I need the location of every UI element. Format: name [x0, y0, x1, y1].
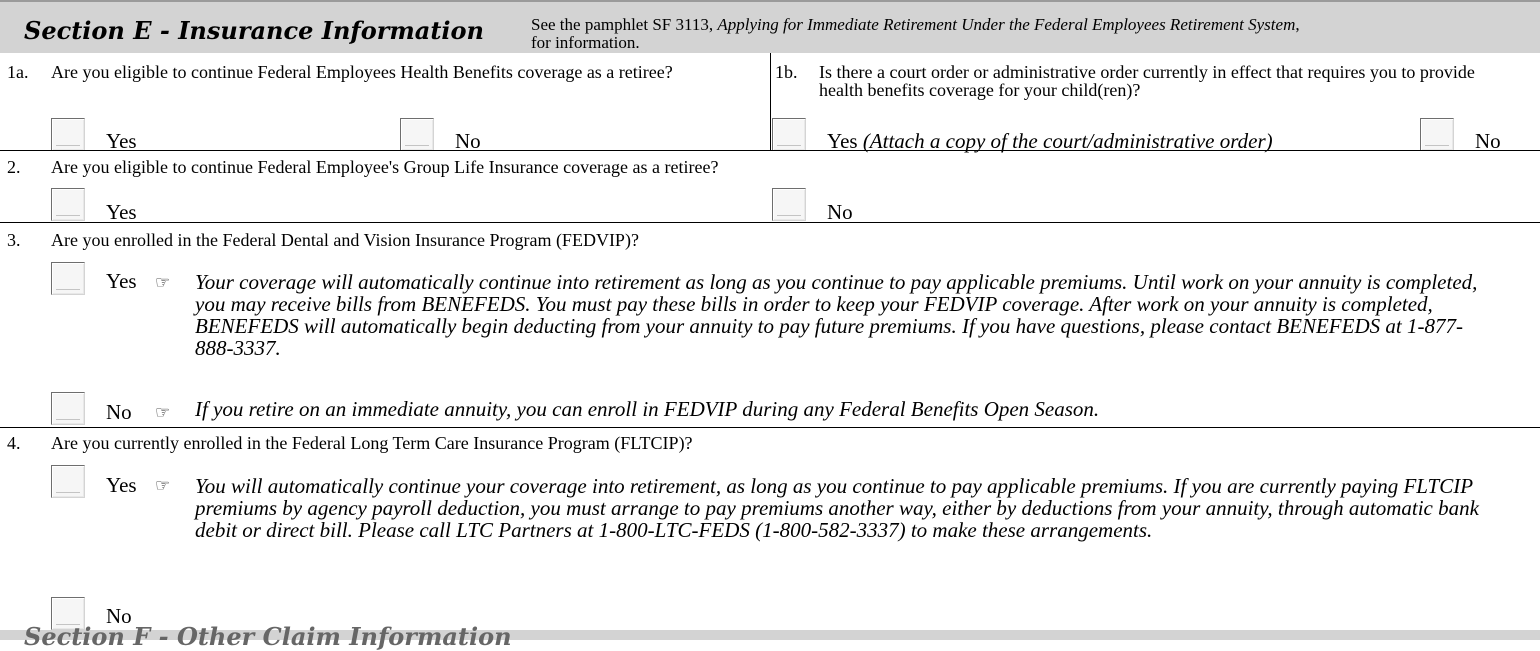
q3-yes-label: Yes [106, 269, 137, 293]
q4-no-label: No [106, 604, 132, 628]
q1b-yes-note: (Attach a copy of the court/administrative order) [862, 129, 1273, 153]
q1a-yes-checkbox[interactable] [51, 118, 85, 151]
q1b-yes-text: Yes [827, 129, 858, 153]
q1b-yes-checkbox[interactable] [772, 118, 806, 151]
q2-no-checkbox[interactable] [772, 188, 806, 221]
q1b-yes-label [827, 130, 1273, 152]
q2-yes-label: Yes [106, 200, 137, 224]
section-title: Section E - Insurance Information [24, 16, 484, 45]
q1b-text: Is there a court order or administrative order currently in effect that requires you to provide health benefits coverage for your child(ren)? [819, 62, 1475, 100]
next-section-title: Section F - Other Claim Information [24, 622, 512, 651]
q1a-no-label: No [455, 129, 481, 153]
q4-yes-note: You will automatically continue your coverage into retirement, as long as you continue to pay applicable premiums. If you are currently paying FLTCIP premiums by agency payroll deduction, you must arrange to pay premiums another way, either by deductions from your annuity, through automatic bank debit or direct bill. Please call LTC Partners at 1-800-LTC-FEDS (1-800-582-3337) to make these arrangements. [195, 474, 1479, 542]
q4-text: Are you currently enrolled in the Federal Long Term Care Insurance Program (FLTCIP)? [51, 433, 693, 453]
next-section-header [0, 622, 1540, 651]
section-note [531, 16, 1531, 52]
q3-text: Are you enrolled in the Federal Dental and Vision Insurance Program (FEDVIP)? [51, 230, 639, 250]
divider-q1-q2 [0, 150, 1540, 151]
divider-q3-q4 [0, 427, 1540, 428]
q3-number: 3. [7, 230, 21, 250]
pointing-hand-icon: ☞ [155, 273, 171, 292]
q1a-no-checkbox[interactable] [400, 118, 434, 151]
section-note-line2: for information. [531, 33, 640, 52]
q1a-number: 1a. [7, 62, 29, 82]
q1a-yes-label: Yes [106, 129, 137, 153]
section-header [0, 0, 1540, 53]
pointing-hand-icon: ☞ [155, 476, 171, 495]
q4-yes-checkbox[interactable] [51, 465, 85, 498]
q3-no-label: No [106, 400, 132, 424]
q1-divider [770, 53, 771, 150]
q1b-number: 1b. [775, 62, 798, 82]
section-note-prefix: See the pamphlet SF 3113, [531, 15, 718, 34]
q4-yes-label: Yes [106, 473, 137, 497]
section-note-suffix: , [1295, 15, 1300, 34]
q3-no-note: If you retire on an immediate annuity, you can enroll in FEDVIP during any Federal Benefits Open Season. [195, 397, 1100, 421]
q2-number: 2. [7, 157, 21, 177]
q1a-text: Are you eligible to continue Federal Employees Health Benefits coverage as a retiree? [51, 62, 673, 82]
divider-q2-q3 [0, 222, 1540, 223]
q1b-no-label: No [1475, 129, 1501, 153]
q3-no-checkbox[interactable] [51, 392, 85, 425]
q2-text: Are you eligible to continue Federal Employee's Group Life Insurance coverage as a retiree? [51, 157, 719, 177]
q2-no-label: No [827, 200, 853, 224]
q1b-no-checkbox[interactable] [1420, 118, 1454, 151]
pointing-hand-icon: ☞ [155, 403, 171, 422]
q2-yes-checkbox[interactable] [51, 188, 85, 221]
q4-number: 4. [7, 433, 21, 453]
section-note-pamphlet: Applying for Immediate Retirement Under the Federal Employees Retirement System [717, 15, 1296, 34]
q3-yes-note: Your coverage will automatically continue into retirement as long as you continue to pay applicable premiums. Until work on your annuity is completed, you may receive bills from BENEFEDS. You must pay these bills in order to keep your FEDVIP coverage. After work on your annuity is completed, BENEFEDS will automatically begin deducting from your annuity to pay future premiums. If you have questions, please contact BENEFEDS at 1-877-888-3337. [195, 270, 1478, 360]
q3-yes-checkbox[interactable] [51, 262, 85, 295]
